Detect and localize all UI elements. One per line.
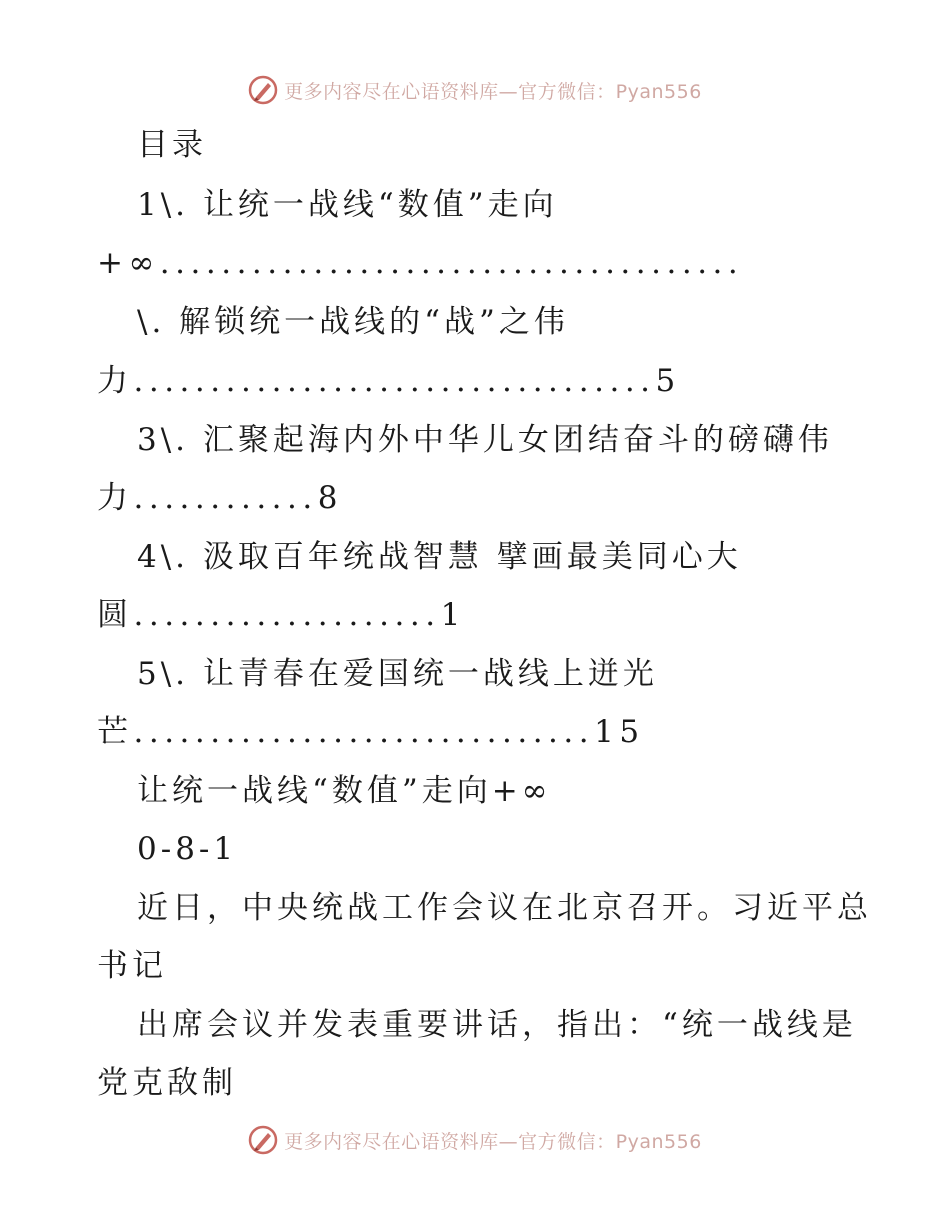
date-line: 0-8-1: [137, 831, 238, 867]
paragraph-text: 书记: [97, 948, 167, 984]
toc-item-leader: 力..................................5: [97, 363, 681, 399]
paragraph-text: 党克敌制: [97, 1065, 237, 1101]
toc-item-leader: 力............8: [97, 480, 343, 516]
footer-watermark: [0, 1120, 950, 1160]
watermark-text: 更多内容尽在心语资料库—官方微信：Pyan556: [284, 1130, 702, 1153]
toc-heading: 目录: [137, 127, 207, 163]
toc-item-title: 1\. 让统一战线“数值”走向: [137, 187, 558, 223]
watermark-text: 更多内容尽在心语资料库—官方微信：Pyan556: [284, 80, 702, 103]
pen-logo-icon: [248, 1125, 278, 1155]
section-title: 让统一战线“数值”走向+∞: [137, 773, 552, 809]
toc-item-leader: +∞......................................: [97, 245, 744, 281]
toc-item-title: \. 解锁统一战线的“战”之伟: [137, 304, 569, 340]
toc-item-title: 3\. 汇聚起海内外中华儿女团结奋斗的磅礴伟: [137, 422, 833, 458]
toc-item-title: 5\. 让青春在爱国统一战线上迸光: [137, 656, 658, 692]
toc-item-title: 4\. 汲取百年统战智慧 擘画最美同心大: [137, 539, 742, 575]
paragraph-text: 近日，中央统战工作会议在北京召开。习近平总: [137, 890, 872, 926]
toc-item-leader: 圆....................1: [97, 597, 466, 633]
paragraph-text: 出席会议并发表重要讲话，指出：“统一战线是: [137, 1007, 857, 1043]
toc-item-leader: 芒..............................15: [97, 714, 645, 750]
